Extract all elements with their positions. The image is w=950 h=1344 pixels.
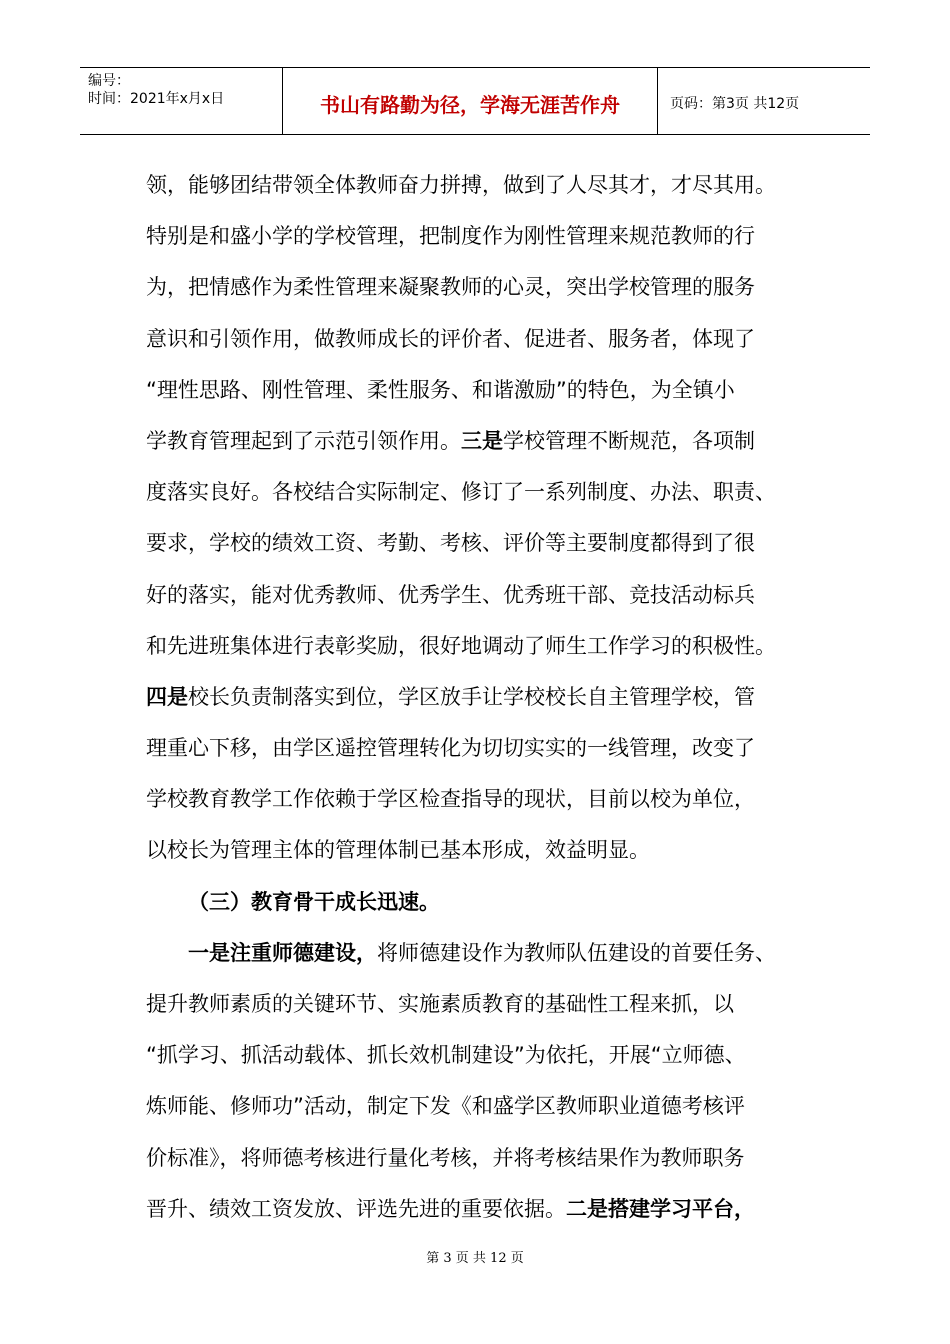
body-line: 要求，学校的绩效工资、考勤、考核、评价等主要制度都得到了很 bbox=[146, 531, 755, 556]
bold-marker: 二是搭建学习平台， bbox=[566, 1196, 755, 1221]
body-line: 度落实良好。各校结合实际制定、修订了一系列制度、办法、职责、 bbox=[146, 480, 776, 505]
bold-marker: 三是 bbox=[461, 428, 503, 453]
body-line: 价标准》，将师德考核进行量化考核，并将考核结果作为教师职务 bbox=[146, 1145, 745, 1170]
section-heading: （三）教育骨干成长迅速。 bbox=[188, 889, 440, 914]
body-line: 以校长为管理主体的管理体制已基本形成，效益明显。 bbox=[146, 838, 650, 863]
bold-marker: 一是注重师德建设， bbox=[188, 940, 377, 965]
body-line: “理性思路、刚性管理、柔性服务、和谐激励”的特色，为全镇小 bbox=[146, 377, 735, 402]
number-label: 编号： bbox=[88, 73, 130, 89]
header-page-label: 页码：第3页 共12页 bbox=[670, 96, 800, 112]
bold-marker: 四是 bbox=[146, 684, 188, 709]
body-text: 晋升、绩效工资发放、评选先进的重要依据。 bbox=[146, 1196, 566, 1221]
header-motto: 书山有路勤为径，学海无涯苦作舟 bbox=[283, 68, 658, 134]
body-line: 理重心下移，由学区遥控管理转化为切切实实的一线管理，改变了 bbox=[146, 736, 755, 761]
body-line: 特别是和盛小学的学校管理，把制度作为刚性管理来规范教师的行 bbox=[146, 224, 755, 249]
body-line: 炼师能、修师功”活动，制定下发《和盛学区教师职业道德考核评 bbox=[146, 1094, 745, 1119]
body-text: 学校管理不断规范，各项制 bbox=[503, 428, 755, 453]
body-line bbox=[146, 928, 826, 979]
body-line: 意识和引领作用，做教师成长的评价者、促进者、服务者，体现了 bbox=[146, 326, 755, 351]
body-text: 校长负责制落实到位，学区放手让学校校长自主管理学校，管 bbox=[188, 684, 755, 709]
body-line: 和先进班集体进行表彰奖励，很好地调动了师生工作学习的积极性。 bbox=[146, 633, 776, 658]
body-line: 为，把情感作为柔性管理来凝聚教师的心灵，突出学校管理的服务 bbox=[146, 275, 755, 300]
page-header bbox=[80, 67, 870, 135]
body-text: 学教育管理起到了示范引领作用。 bbox=[146, 428, 461, 453]
document-body bbox=[146, 160, 826, 1235]
date-label: 时间：2021年x月x日 bbox=[88, 91, 225, 107]
body-line: 领，能够团结带领全体教师奋力拼搏，做到了人尽其才，才尽其用。 bbox=[146, 173, 776, 197]
body-text: 将师德建设作为教师队伍建设的首要任务、 bbox=[377, 940, 776, 965]
body-line bbox=[146, 416, 826, 467]
header-meta bbox=[80, 68, 283, 134]
body-line: 学校教育教学工作依赖于学区检查指导的现状，目前以校为单位， bbox=[146, 787, 755, 812]
body-line bbox=[146, 672, 826, 723]
body-line: 提升教师素质的关键环节、实施素质教育的基础性工程来抓，以 bbox=[146, 992, 734, 1016]
body-line: “抓学习、抓活动载体、抓长效机制建设”为依托，开展“立师德、 bbox=[146, 1043, 746, 1068]
body-line: 好的落实，能对优秀教师、优秀学生、优秀班干部、竞技活动标兵 bbox=[146, 582, 755, 607]
page-footer: 第 3 页 共 12 页 bbox=[426, 1251, 524, 1266]
body-line bbox=[146, 1184, 826, 1235]
